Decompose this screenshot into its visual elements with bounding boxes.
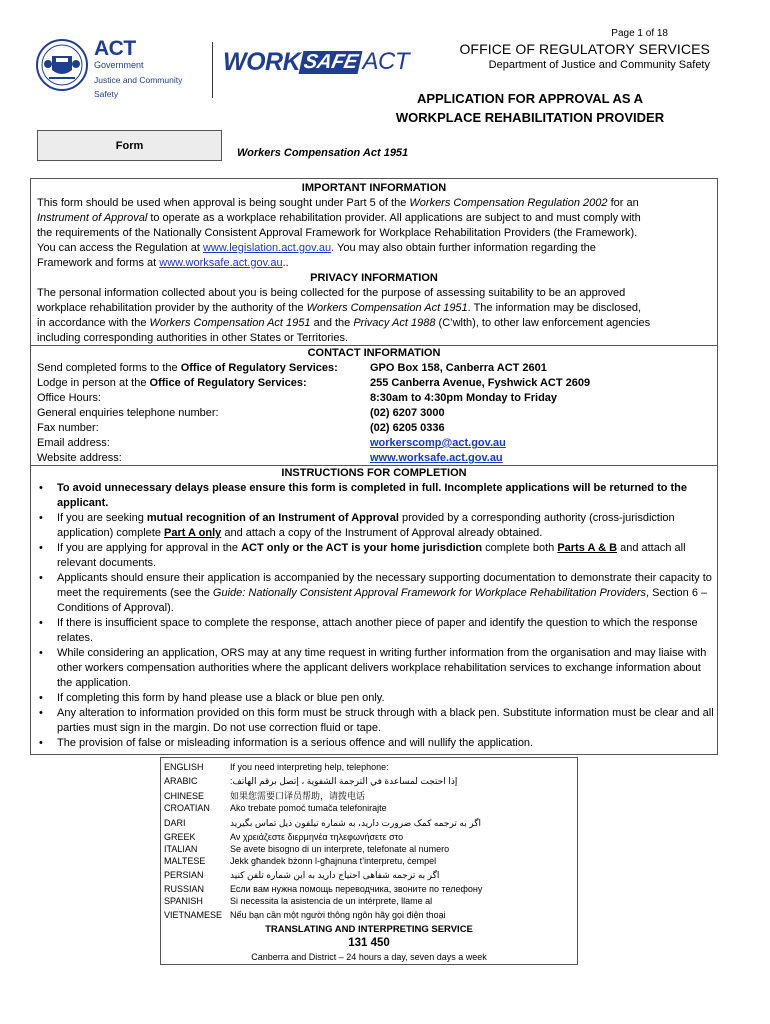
language-name-russian: RUSSIAN [164,884,205,894]
org-title: OFFICE OF REGULATORY SERVICES [459,41,710,57]
language-text-chinese: 如果您需要口译员帮助，请拨电话 [230,791,366,801]
instruction-text: Applicants should ensure their application is accompanied by the necessary supporting documentation to demonstrate their capacity to meet the requirements (see the [57,572,712,599]
contact-send-label-a: Send completed forms to the [37,362,178,374]
privacy-information-text [37,286,715,346]
instruction-text: If you are applying for approval in the [57,542,239,554]
language-text-english: If you need interpreting help, telephone: [230,762,389,772]
contact-lodge-label-a: Lodge in person at the [37,377,147,389]
contact-email-link[interactable]: workerscomp@act.gov.au [370,437,506,449]
important-information-title: IMPORTANT INFORMATION [301,182,447,194]
worksafe-act-logo [223,49,409,75]
contact-hours-value: 8:30am to 4:30pm Monday to Friday [370,392,558,404]
instructions-title: INSTRUCTIONS FOR COMPLETION [281,467,467,479]
language-text-italian: Se avete bisogno di un interprete, telefonate al numero [230,844,450,854]
contact-phone-value: (02) 6207 3000 [370,407,445,419]
legislation-link[interactable]: www.legislation.act.gov.au [202,242,332,254]
bullet-icon: • [39,482,43,494]
contact-website-label: Website address: [37,452,122,464]
act-logo-government: Government [94,60,144,70]
important-text-7: Framework and forms at [37,257,157,269]
contact-website-link[interactable]: www.worksafe.act.gov.au [370,452,503,464]
language-name-italian: ITALIAN [164,844,198,854]
bullet-icon: • [39,542,43,554]
instruction-text: and attach all relevant documents. [57,542,686,569]
contact-hours-label: Office Hours: [37,392,101,404]
language-text-arabic: إذا احتجت لمساعدة في الترجمة الشفوية ، إتصل برقم الهاتف: [230,776,458,786]
instruction-text: If you are seeking [57,512,144,524]
language-text-spanish: Si necessita la asistencia de un intérprete, llame al [230,896,433,906]
instruction-text: While considering an application, ORS may at any time request in writing further information from the organisation and may liaise with other workers compensation authorities where the applicant delivers workplace rehabilitation services to exchange information about the application. [57,647,707,689]
language-name-dari: DARI [164,818,186,828]
act-government-logo [34,37,204,99]
instruction-text: provided by a corresponding authority (cross-jurisdiction application) complete [57,512,675,539]
act-logo-department: Justice and Community Safety [94,75,183,99]
instruction-text: and attach a copy of the Instrument of Approval already obtained. [224,527,543,539]
list-item [37,646,715,691]
language-name-arabic: ARABIC [164,776,198,786]
instruction-emphasis: mutual recognition of an Instrument of Approval [146,512,399,524]
application-title [350,89,710,127]
privacy-text-3: . The information may be disclosed, [467,302,642,314]
list-item [37,736,715,751]
instruction-emphasis: Guide: Nationally Consistent Approval Framework for Workplace Rehabilitation Providers [212,587,646,599]
privacy-text-7: including corresponding authorities in other States or Territories. [37,332,349,344]
list-item [37,706,715,736]
language-name-chinese: CHINESE [164,791,205,801]
list-item [37,481,715,511]
language-name-croatian: CROATIAN [164,803,210,813]
language-name-spanish: SPANISH [164,896,203,906]
privacy-act-name-2: Workers Compensation Act 1951 [149,317,311,329]
language-text-croatian: Ako trebate pomoć tumača telefonirajte [230,803,387,813]
language-text-russian: Если вам нужна помощь переводчика, звоните по телефону [230,884,483,894]
contact-fax-label: Fax number: [37,422,99,434]
contact-send-value: GPO Box 158, Canberra ACT 2601 [370,362,547,374]
instruction-text: complete both [485,542,555,554]
instruction-emphasis: Parts A & B [557,542,618,554]
logo-divider [212,42,213,98]
privacy-text-6: (C’wlth), to other law enforcement agencies [438,317,651,329]
instruction-emphasis: Part A only [164,527,222,539]
tis-phone-number: 131 450 [348,937,390,949]
contact-information-title: CONTACT INFORMATION [307,347,441,359]
worksafe-logo-work: WORK [223,47,301,76]
department-name: Department of Justice and Community Safety [488,59,710,71]
contact-fax-value: (02) 6205 0336 [370,422,445,434]
language-name-persian: PERSIAN [164,870,204,880]
act-logo-text: ACT [94,37,136,60]
privacy-text-2: workplace rehabilitation provider by the authority of the [37,302,304,314]
list-item [37,571,715,616]
language-text-vietnamese: Nếu bạn cần một người thông ngôn hãy gọi điện thoại [230,910,446,920]
contact-email-label: Email address: [37,437,110,449]
application-title-line1: APPLICATION FOR APPROVAL AS A [416,91,644,106]
list-item [37,691,715,706]
instruction-text: To avoid unnecessary delays please ensure this form is completed in full. Incomplete applications will be returned to the applicant. [57,482,688,509]
bullet-icon: • [39,572,43,584]
privacy-text-4: in accordance with the [37,317,147,329]
bullet-icon: • [39,647,43,659]
language-name-greek: GREEK [164,832,196,842]
list-item [37,511,715,541]
instruction-text: , Section 6 – Conditions of Approval). [57,587,708,614]
language-text-dari: اگر به ترجمه کمک ضرورت داريد، به شماره تيلفون ذيل تماس بگيريد [230,818,481,828]
important-text-2: for an [610,197,639,209]
contact-send-label-b: Office of Regulatory Services: [180,362,338,374]
instruction-text: If there is insufficient space to complete the response, attach another piece of paper and identify the question to which the response relates. [57,617,698,644]
contact-lodge-label [37,376,307,391]
important-text-6: . You may also obtain further information regarding the [331,242,596,254]
contact-phone-label: General enquiries telephone number: [37,407,219,419]
important-text-8: .. [282,257,289,269]
instruction-text: Any alteration to information provided on this form must be struck through with a black pen. Substitute information must be clear and all parties must sign in the margin. Do not use correction fluid or tape. [57,707,714,734]
privacy-text-1: The personal information collected about you is being collected for the purpose of assessing suitability to be an approved [37,287,626,299]
form-label-box: Form [37,130,222,161]
list-item [37,541,715,571]
bullet-icon: • [39,737,43,749]
important-text-3: to operate as a workplace rehabilitation provider. All applications are subject to and must comply with [150,212,641,224]
act-name: Workers Compensation Act 1951 [237,147,409,159]
language-text-greek: Αν χρειάζεστε διερμηνέα τηλεφωνήσετε στο [230,832,404,842]
worksafe-link[interactable]: www.worksafe.act.gov.au [159,257,283,269]
bullet-icon: • [39,707,43,719]
act-crest-icon [34,38,90,92]
language-name-vietnamese: VIETNAMESE [164,910,223,920]
privacy-text-5: and the [313,317,351,329]
bullet-icon: • [39,617,43,629]
worksafe-logo-safe: SAFE [299,51,363,74]
important-text-4: the requirements of the Nationally Consistent Approval Framework for Workplace Rehabilitation Providers (the Framework). [37,227,638,239]
instruction-text: If completing this form by hand please use a black or blue pen only. [57,692,385,704]
language-text-persian: اگر به ترجمه شفاهی احتياج داريد به اين شماره تلفن کنيد [230,870,440,880]
privacy-act-name-1: Workers Compensation Act 1951 [306,302,468,314]
privacy-information-title: PRIVACY INFORMATION [310,272,438,284]
language-name-english: ENGLISH [164,762,204,772]
tis-title: TRANSLATING AND INTERPRETING SERVICE [265,924,473,935]
important-text-5: You can access the Regulation at [37,242,200,254]
instruction-text: The provision of false or misleading information is a serious offence and will nullify the application. [57,737,534,749]
list-item [37,616,715,646]
application-title-line2: WORKPLACE REHABILITATION PROVIDER [395,110,665,125]
language-text-maltese: Jekk għandek bżonn l-għajnuna t’interpretu, ċempel [230,856,437,866]
regulation-name: Workers Compensation Regulation 2002 [409,197,608,209]
contact-lodge-value: 255 Canberra Avenue, Fyshwick ACT 2609 [370,377,591,389]
instructions-list [37,481,715,751]
important-text-1: This form should be used when approval is being sought under Part 5 of the [37,197,407,209]
instruction-emphasis: ACT only or the ACT is your home jurisdiction [241,542,483,554]
page-number: Page 1 of 18 [611,28,668,39]
tis-hours: Canberra and District – 24 hours a day, seven days a week [251,952,487,962]
bullet-icon: • [39,512,43,524]
bullet-icon: • [39,692,43,704]
important-information-text [37,196,715,271]
instrument-of-approval: Instrument of Approval [37,212,148,224]
contact-send-label [37,361,338,376]
contact-lodge-label-b: Office of Regulatory Services: [149,377,307,389]
language-name-maltese: MALTESE [164,856,206,866]
worksafe-logo-act: ACT [362,48,409,75]
privacy-act-name-3: Privacy Act 1988 [353,317,436,329]
